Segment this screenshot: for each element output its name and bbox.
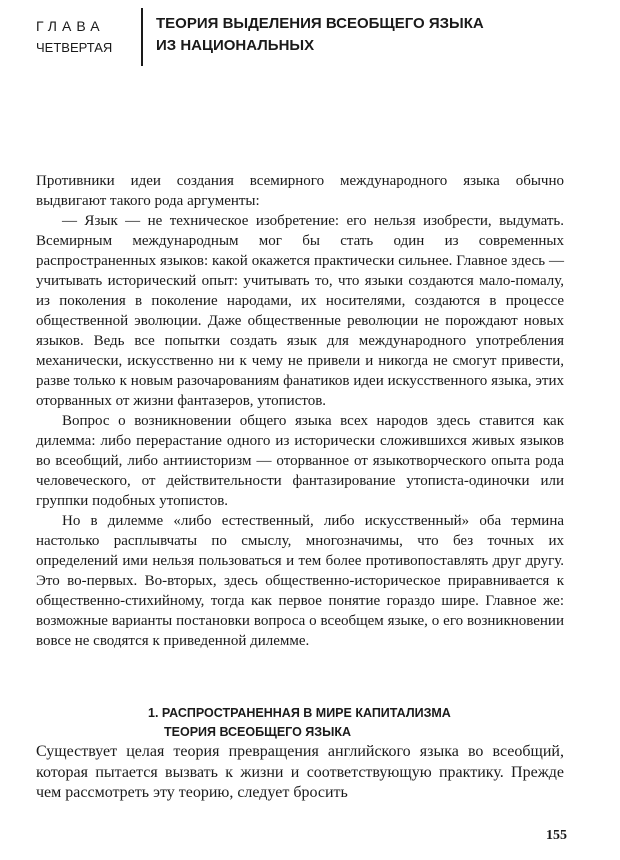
- chapter-title-line-1: ТЕОРИЯ ВЫДЕЛЕНИЯ ВСЕОБЩЕГО ЯЗЫКА: [156, 15, 484, 32]
- section-paragraph: Существует целая теория превращения английского языка во всеобщий, которая пытается вызвать к жизни и соответствующую практику. Прежде чем рассмотреть эту теорию, следует бросить: [36, 743, 564, 801]
- paragraph-2: — Язык — не техническое изобретение: его нельзя изобрести, выдумать. Всемирным международным мог бы стать один из современных распространенных языков: какой окажется практически сильнее. Главное здесь — учитывать исторический опыт: учитывать то, что языки создаются мало-помалу, из поколения в поколение народами, их носителями, создаются в процессе общественной эволюции. Даже общественные революции не порождают новых языков. Ведь все попытки создать язык для международного употребления механически, искусственно ни к чему не привели и никогда не смогут привести, разве только к новым разочарованиям фанатиков идеи искусственного языка, этих оторванных от жизни фантазеров, утопистов.: [36, 213, 564, 409]
- section-heading-line-1: 1. РАСПРОСТРАНЕННАЯ В МИРЕ КАПИТАЛИЗМА: [148, 706, 451, 720]
- chapter-title: [156, 13, 596, 57]
- body-text: [36, 171, 564, 651]
- chapter-title-line-2: ИЗ НАЦИОНАЛЬНЫХ: [156, 37, 315, 54]
- section-heading-line-2: ТЕОРИЯ ВСЕОБЩЕГО ЯЗЫКА: [164, 725, 351, 739]
- paragraph-1: Противники идеи создания всемирного международного языка обычно выдвигают такого рода аргументы:: [36, 173, 564, 209]
- page-number: 155: [546, 828, 567, 843]
- chapter-word: ГЛАВА: [36, 18, 105, 34]
- chapter-divider: [141, 8, 143, 66]
- chapter-label: [36, 16, 112, 58]
- paragraph-3: Вопрос о возникновении общего языка всех народов здесь ставится как дилемма: либо перерастание одного из исторически сложившихся живых языков во всеобщий, либо антиисторизм — оторванное от языкотворческого опыта рода человеческого, от действительности фантазирование утописта-одиночки или группки подобных утопистов.: [36, 413, 564, 509]
- paragraph-4: Но в дилемме «либо естественный, либо искусственный» оба термина настолько расплывчаты по смыслу, многозначимы, что без точных их определений ими нельзя пользоваться и тем более противопоставлять друг другу. Это во-первых. Во-вторых, здесь общественно-историческое приравнивается к общественно-стихийному, тогда как первое понятие гораздо шире. Главное же: возможные варианты постановки вопроса о всеобщем языке, о его возникновении вовсе не сводятся к приведенной дилемме.: [36, 513, 564, 649]
- chapter-ordinal: ЧЕТВЕРТАЯ: [36, 40, 113, 55]
- section-heading: [148, 704, 568, 742]
